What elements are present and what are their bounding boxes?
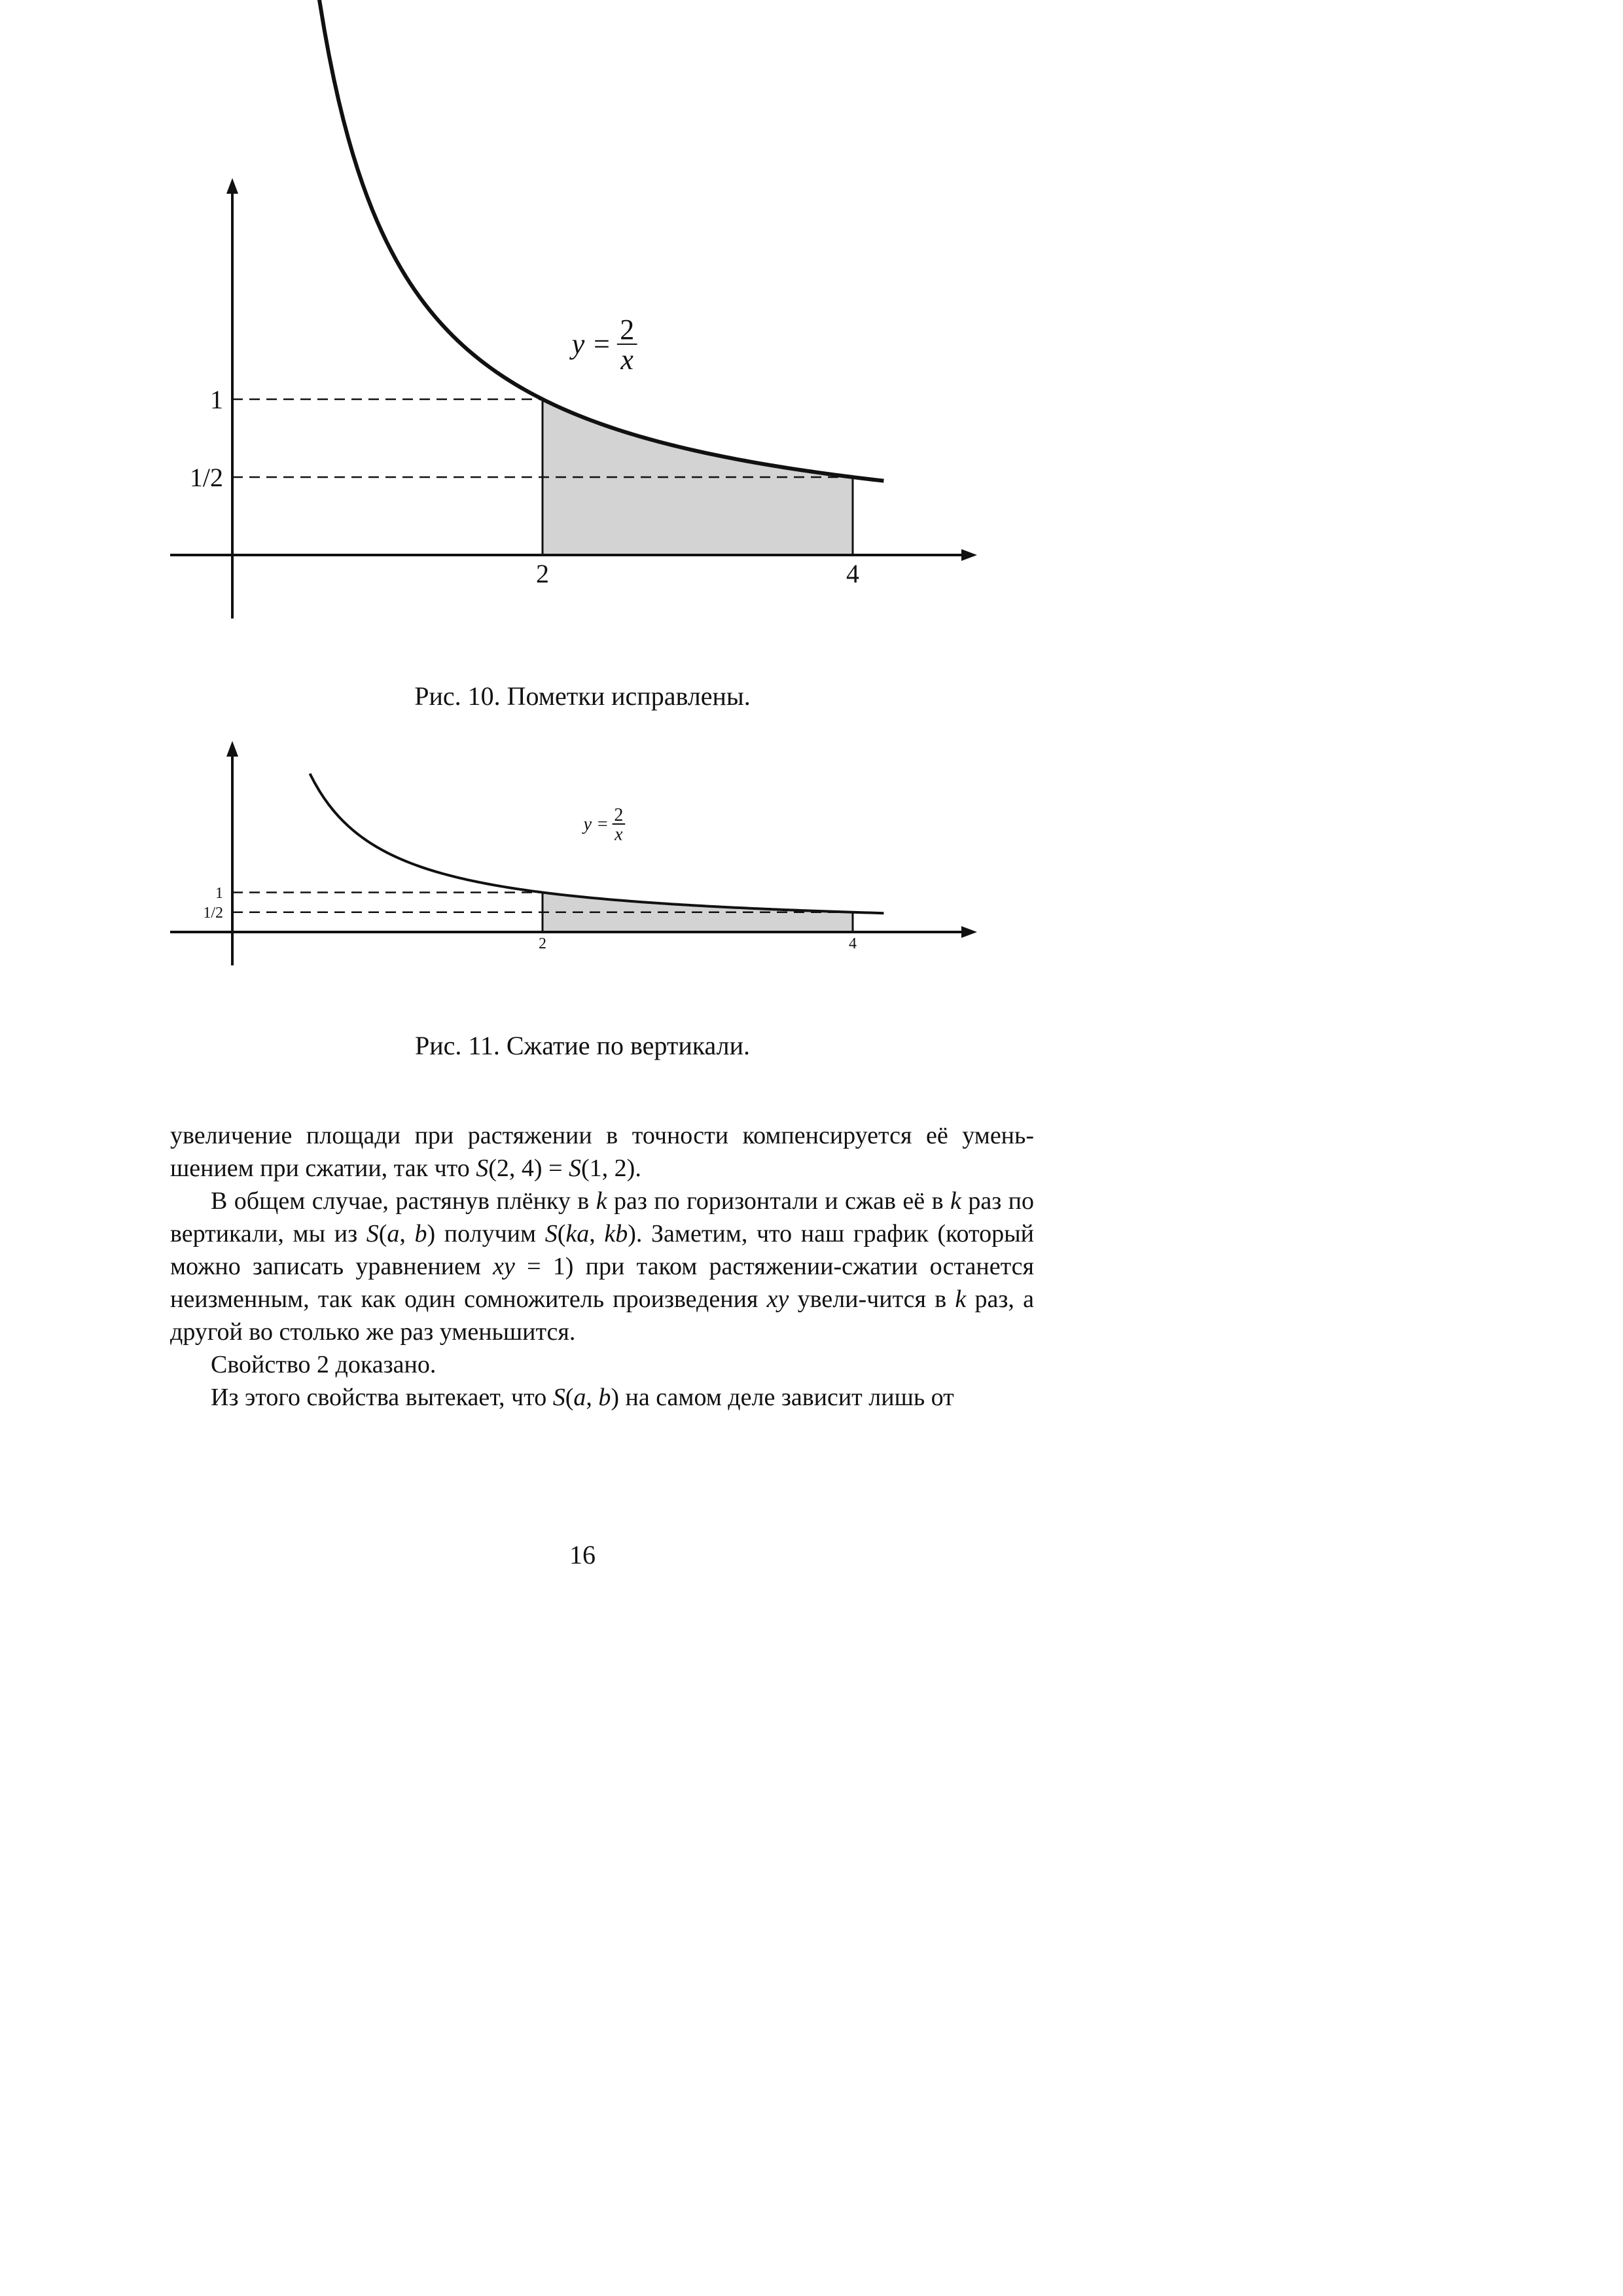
paragraph-3: Свойство 2 доказано. — [211, 1351, 437, 1378]
formula-denominator: x — [615, 824, 623, 845]
y-tick-label: 1 — [215, 884, 223, 902]
formula-lhs: y = — [583, 814, 609, 834]
paragraph-2: В общем случае, растянув плёнку в k раз по горизонтали и сжав её в k раз по вертикали, мы из S(a, b) получим S(ka, kb). Заметим, что наш график (который можно записать уравнением xy = 1) при таком растяжении-сжатии останется неизменным, так как один сомножитель произведения xy увели-чится в k раз, а другой во столько же раз уменьшится. — [170, 1187, 1035, 1346]
y-tick-label: 1/2 — [189, 463, 223, 492]
figure-11-plot — [0, 0, 1623, 1021]
formula-lhs: y = — [571, 328, 611, 360]
x-tick-label: 4 — [846, 559, 859, 588]
figure-10-caption: Рис. 10. Пометки исправлены. — [414, 681, 751, 711]
x-tick-label: 4 — [849, 935, 857, 953]
x-axis-arrow-icon — [961, 926, 977, 938]
paragraph-1: увеличение площади при растяжении в точности компенсируется её умень-шением при сжатии, так что S(2, 4) = S(1, 2). — [170, 1122, 1034, 1182]
paragraph-4: Из этого свойства вытекает, что S(a, b) на самом деле зависит лишь от — [211, 1384, 954, 1411]
page-number: 16 — [569, 1540, 596, 1570]
y-tick-label: 1/2 — [203, 905, 223, 922]
y-axis-arrow-icon — [226, 741, 238, 757]
formula-numerator: 2 — [620, 314, 635, 346]
y-tick-label: 1 — [210, 385, 223, 414]
formula-numerator: 2 — [614, 805, 624, 825]
formula-denominator: x — [620, 344, 633, 376]
x-tick-label: 2 — [536, 559, 549, 588]
x-tick-label: 2 — [539, 935, 546, 953]
hyperbola-curve — [310, 774, 884, 913]
figure-11-caption: Рис. 11. Сжатие по вертикали. — [414, 1031, 751, 1060]
figure-11 — [0, 0, 1623, 1021]
